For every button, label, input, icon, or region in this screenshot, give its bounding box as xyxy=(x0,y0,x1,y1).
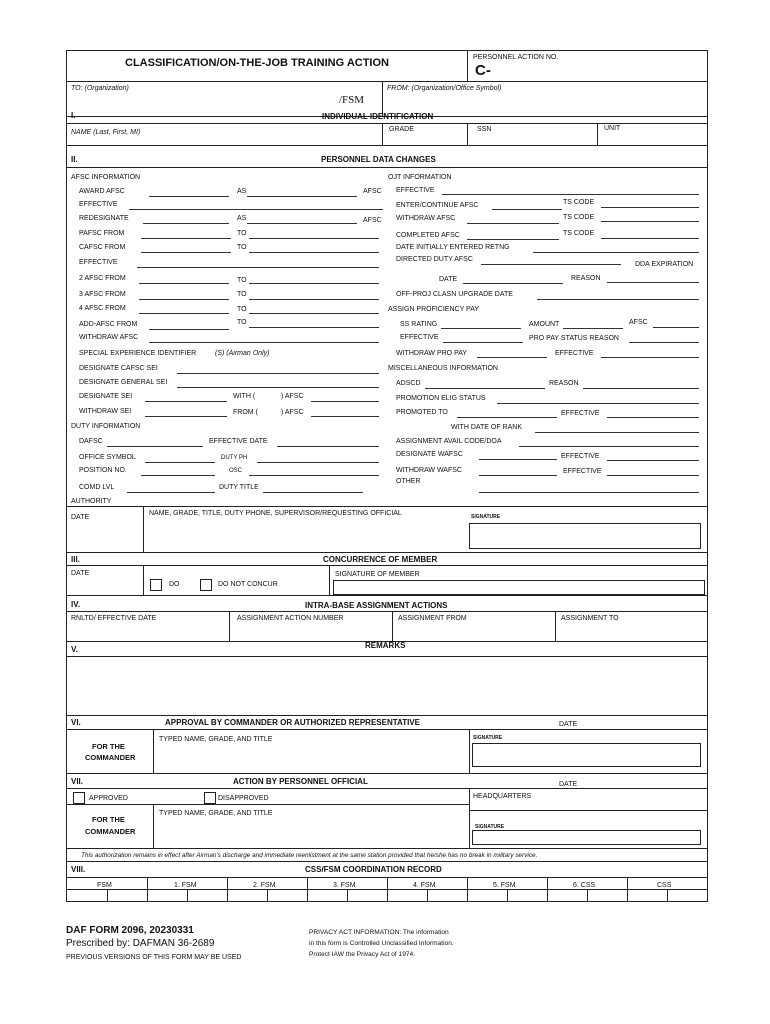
amount-field[interactable] xyxy=(563,328,623,329)
duty-title-field[interactable] xyxy=(263,492,363,493)
designate-general-sei-label: DESIGNATE GENERAL SEI xyxy=(79,379,168,386)
withdraw-pro-pay-label: WITHDRAW PRO PAY xyxy=(396,350,468,357)
designate-sei-with-label: WITH ( xyxy=(233,393,256,400)
assignment-action-number-label[interactable]: ASSIGNMENT ACTION NUMBER xyxy=(237,615,344,622)
section-viii-number: VIII. xyxy=(71,865,86,874)
dafsc-field[interactable] xyxy=(107,446,203,447)
off-proj-label: OFF-PROJ CLASN UPGRADE DATE xyxy=(396,291,513,298)
ts-code-label-1: TS CODE xyxy=(563,199,595,206)
pafsc-from-label: PAFSC FROM xyxy=(79,230,125,237)
amount-afsc-field[interactable] xyxy=(653,327,699,328)
duty-information-label: DUTY INFORMATION xyxy=(71,423,141,430)
personnel-action-label: PERSONNEL ACTION NO. xyxy=(473,54,559,61)
date-of-rank-field[interactable] xyxy=(535,432,699,433)
assignment-avail-field[interactable] xyxy=(519,446,699,447)
enter-continue-afsc-field[interactable] xyxy=(492,209,562,210)
section-iv-number: IV. xyxy=(71,600,81,609)
dda-expiration-label: DDA EXPIRATION xyxy=(635,261,694,268)
afsc3-from-field[interactable] xyxy=(139,299,229,300)
name-label[interactable]: NAME (Last, First, MI) xyxy=(71,129,141,136)
designate-sei-field[interactable] xyxy=(145,401,227,402)
pafsc-to-field[interactable] xyxy=(249,238,379,239)
amount-label: AMOUNT xyxy=(529,321,560,328)
effective-field-2[interactable] xyxy=(137,267,379,268)
redesignate-afsc-suffix: AFSC xyxy=(363,217,382,224)
completed-afsc-field[interactable] xyxy=(467,239,559,240)
cafsc-to-field[interactable] xyxy=(249,252,379,253)
designate-cafsc-sei-label: DESIGNATE CAFSC SEI xyxy=(79,365,158,372)
designate-sei-afsc-field[interactable] xyxy=(311,401,379,402)
designate-wafsc-label: DESIGNATE WAFSC xyxy=(396,451,463,458)
pro-pay-effective-label: EFFECTIVE xyxy=(400,334,439,341)
section-iii-heading: CONCURRENCE OF MEMBER xyxy=(323,555,438,564)
do-concur-checkbox[interactable] xyxy=(150,579,162,591)
assignment-from-label[interactable]: ASSIGNMENT FROM xyxy=(398,615,467,622)
designate-wafsc-field[interactable] xyxy=(479,459,557,460)
approved-checkbox[interactable] xyxy=(73,792,85,804)
afsc2-from-field[interactable] xyxy=(139,283,229,284)
effective-field-1[interactable] xyxy=(129,209,383,210)
previous-versions-note: PREVIOUS VERSIONS OF THIS FORM MAY BE USED xyxy=(66,954,242,961)
pafsc-to-label: TO xyxy=(237,230,247,237)
designate-wafsc-effective-field[interactable] xyxy=(607,460,699,461)
section-vi-heading: APPROVAL BY COMMANDER OR AUTHORIZED REPRESENTATIVE xyxy=(165,718,420,727)
comd-lvl-label: COMD LVL xyxy=(79,484,115,491)
completed-afsc-label: COMPLETED AFSC xyxy=(396,232,460,239)
withdraw-wafsc-field[interactable] xyxy=(479,475,557,476)
designate-sei-label: DESIGNATE SEI xyxy=(79,393,133,400)
withdraw-sei-from-label: FROM ( xyxy=(233,409,258,416)
add-afsc-to-label: TO xyxy=(237,319,247,326)
authority-label: AUTHORITY xyxy=(71,498,112,505)
award-afsc-field[interactable] xyxy=(149,196,229,197)
date-of-rank-label: WITH DATE OF RANK xyxy=(451,424,523,431)
headquarters-label[interactable]: HEADQUARTERS xyxy=(473,793,532,800)
dafsc-effective-date-field[interactable] xyxy=(277,446,379,447)
ts-code-field-3[interactable] xyxy=(601,238,699,239)
afsc2-to-label: TO xyxy=(237,277,247,284)
form-title: CLASSIFICATION/ON-THE-JOB TRAINING ACTION xyxy=(125,57,389,69)
afsc-information-label: AFSC INFORMATION xyxy=(71,174,141,181)
privacy-act-line-2: in this form is Controlled Unclassified Information. xyxy=(309,940,454,947)
withdraw-pro-pay-effective-label: EFFECTIVE xyxy=(555,350,594,357)
adscd-field[interactable] xyxy=(425,388,545,389)
redesignate-label: REDESIGNATE xyxy=(79,215,129,222)
section-iii-number: III. xyxy=(71,555,80,564)
award-afsc-label: AWARD AFSC xyxy=(79,188,125,195)
adscd-label: ADSCD xyxy=(396,380,421,387)
airman-only-label: (S) (Airman Only) xyxy=(215,350,270,357)
dafsc-effective-date-label: EFFECTIVE DATE xyxy=(209,438,268,445)
s3-date-label[interactable]: DATE xyxy=(71,570,90,577)
do-not-concur-label: DO NOT CONCUR xyxy=(218,581,278,588)
s7-commander-label: COMMANDER xyxy=(85,827,136,836)
member-signature-box[interactable] xyxy=(333,580,705,595)
dafsc-label: DAFSC xyxy=(79,438,103,445)
section-i-heading: INDIVIDUAL IDENTIFICATION xyxy=(322,112,434,121)
award-as-label: AS xyxy=(237,188,247,195)
s7-date-label[interactable]: DATE xyxy=(559,781,578,788)
cafsc-from-label: CAFSC FROM xyxy=(79,244,126,251)
withdraw-afsc-ojt-field[interactable] xyxy=(467,223,559,224)
afsc4-from-field[interactable] xyxy=(139,313,229,314)
s7-for-the-label: FOR THE xyxy=(92,815,125,824)
osc-field[interactable] xyxy=(249,475,379,476)
disapproved-label: DISAPPROVED xyxy=(218,795,269,802)
adscd-reason-field[interactable] xyxy=(583,388,699,389)
ts-code-label-2: TS CODE xyxy=(563,214,595,221)
comd-lvl-field[interactable] xyxy=(127,492,215,493)
afsc4-to-label: TO xyxy=(237,306,247,313)
office-symbol-label: OFFICE SYMBOL xyxy=(79,454,136,461)
coord-col-4-fsm: 4. FSM xyxy=(413,882,436,889)
withdraw-pro-pay-effective-field[interactable] xyxy=(601,357,699,358)
s2-signature-label: SIGNATURE xyxy=(471,514,501,520)
adscd-reason-label: REASON xyxy=(549,380,579,387)
grade-label[interactable]: GRADE xyxy=(389,126,414,133)
afsc3-to-label: TO xyxy=(237,291,247,298)
signature-of-member-label: SIGNATURE OF MEMBER xyxy=(335,571,420,578)
redesignate-as-label: AS xyxy=(237,215,247,222)
from-organization-label: FROM: (Organization/Office Symbol) xyxy=(387,85,502,92)
ojt-reason-label: REASON xyxy=(571,275,601,282)
promotion-elig-label: PROMOTION ELIG STATUS xyxy=(396,395,486,402)
ts-code-field-2[interactable] xyxy=(601,221,699,222)
form-number: DAF FORM 2096, 20230331 xyxy=(66,925,194,936)
withdraw-wafsc-effective-field[interactable] xyxy=(607,475,699,476)
amount-afsc-label: AFSC xyxy=(629,319,648,326)
designate-sei-afsc-label: ) AFSC xyxy=(281,393,304,400)
award-afsc-suffix: AFSC xyxy=(363,188,382,195)
withdraw-wafsc-effective-label: EFFECTIVE xyxy=(563,468,602,475)
s7-signature-box[interactable] xyxy=(472,830,701,845)
sei-label: SPECIAL EXPERIENCE IDENTIFIER xyxy=(79,350,197,357)
afsc3-from-label: 3 AFSC FROM xyxy=(79,291,126,298)
s6-date-label[interactable]: DATE xyxy=(559,721,578,728)
do-concur-label: DO xyxy=(169,581,180,588)
pafsc-from-field[interactable] xyxy=(141,238,231,239)
assignment-to-label[interactable]: ASSIGNMENT TO xyxy=(561,615,619,622)
cafsc-to-label: TO xyxy=(237,244,247,251)
directed-duty-afsc-field[interactable] xyxy=(481,264,621,265)
ojt-date-label: DATE xyxy=(439,276,458,283)
section-ii-number: II. xyxy=(71,155,78,164)
designate-general-sei-field[interactable] xyxy=(177,387,379,388)
afsc3-to-field[interactable] xyxy=(249,299,379,300)
position-no-label: POSITION NO. xyxy=(79,467,127,474)
s6-typed-name-label[interactable]: TYPED NAME, GRADE, AND TITLE xyxy=(159,736,273,743)
withdraw-sei-field[interactable] xyxy=(145,416,227,417)
s7-typed-name-label[interactable]: TYPED NAME, GRADE, AND TITLE xyxy=(159,810,273,817)
afsc2-to-field[interactable] xyxy=(249,283,379,284)
ss-rating-field[interactable] xyxy=(441,328,521,329)
do-not-concur-checkbox[interactable] xyxy=(200,579,212,591)
ojt-effective-label: EFFECTIVE xyxy=(396,187,435,194)
section-v-number: V. xyxy=(71,645,78,654)
afsc4-from-label: 4 AFSC FROM xyxy=(79,305,126,312)
withdraw-afsc-label: WITHDRAW AFSC xyxy=(79,334,139,341)
coord-col-6-css: 6. CSS xyxy=(573,882,596,889)
office-symbol-field[interactable] xyxy=(145,462,215,463)
other-field[interactable] xyxy=(479,492,699,493)
ts-code-field-1[interactable] xyxy=(601,207,699,208)
coord-col-3-fsm: 3. FSM xyxy=(333,882,356,889)
ojt-effective-field[interactable] xyxy=(442,194,699,195)
pro-pay-status-reason-field[interactable] xyxy=(629,342,699,343)
add-afsc-from-label: ADD-AFSC FROM xyxy=(79,321,138,328)
directed-duty-afsc-label: DIRECTED DUTY AFSC xyxy=(396,256,473,263)
coord-col-2-fsm: 2. FSM xyxy=(253,882,276,889)
approved-label: APPROVED xyxy=(89,795,128,802)
enter-continue-afsc-label: ENTER/CONTINUE AFSC xyxy=(396,202,479,209)
effective-label-1: EFFECTIVE xyxy=(79,201,118,208)
promoted-to-label: PROMOTED TO xyxy=(396,409,448,416)
date-initially-entered-field[interactable] xyxy=(533,252,699,253)
cafsc-from-field[interactable] xyxy=(141,252,231,253)
effective-label-2: EFFECTIVE xyxy=(79,259,118,266)
promotion-elig-field[interactable] xyxy=(497,403,699,404)
privacy-act-line-1: PRIVACY ACT INFORMATION: The information xyxy=(309,929,449,936)
withdraw-sei-label: WITHDRAW SEI xyxy=(79,408,132,415)
withdraw-pro-pay-field[interactable] xyxy=(477,357,547,358)
designate-wafsc-effective-label: EFFECTIVE xyxy=(561,453,600,460)
section-ii-heading: PERSONNEL DATA CHANGES xyxy=(321,155,436,164)
position-no-field[interactable] xyxy=(141,475,215,476)
section-iv-heading: INTRA-BASE ASSIGNMENT ACTIONS xyxy=(305,601,448,610)
osc-label: OSC xyxy=(229,468,243,474)
misc-information-label: MISCELLANEOUS INFORMATION xyxy=(388,365,498,372)
off-proj-field[interactable] xyxy=(537,299,699,300)
classification-ojt-form xyxy=(66,50,708,902)
withdraw-sei-afsc-label: ) AFSC xyxy=(281,409,304,416)
section-vii-number: VII. xyxy=(71,777,84,786)
to-organization-label: TO: (Organization) xyxy=(71,85,129,92)
coord-col-1-fsm: 1. FSM xyxy=(174,882,197,889)
duty-ph-field[interactable] xyxy=(257,462,379,463)
section-vii-heading: ACTION BY PERSONNEL OFFICIAL xyxy=(233,777,368,786)
add-afsc-from-field[interactable] xyxy=(149,329,229,330)
s6-commander-label: COMMANDER xyxy=(85,753,136,762)
redesignate-field[interactable] xyxy=(143,223,229,224)
duty-title-label: DUTY TITLE xyxy=(219,484,259,491)
withdraw-afsc-field[interactable] xyxy=(149,342,379,343)
promoted-to-field[interactable] xyxy=(457,417,557,418)
section-viii-heading: CSS/FSM COORDINATION RECORD xyxy=(305,865,442,874)
prescribed-by: Prescribed by: DAFMAN 36-2689 xyxy=(66,938,215,949)
s7-signature-label: SIGNATURE xyxy=(475,824,505,830)
pro-pay-effective-field[interactable] xyxy=(443,342,523,343)
coordination-initials-row[interactable] xyxy=(67,890,707,901)
afsc2-from-label: 2 AFSC FROM xyxy=(79,275,126,282)
promoted-effective-field[interactable] xyxy=(607,417,699,418)
authorization-note: This authorization remains in effect after Airman's discharge and immediate reenlistment at the same station provided that he/she has no break in military service. xyxy=(81,852,538,859)
award-as-field[interactable] xyxy=(247,196,357,197)
promoted-effective-label: EFFECTIVE xyxy=(561,410,600,417)
rnltd-effective-date-label[interactable]: RNLTD/ EFFECTIVE DATE xyxy=(71,615,157,622)
coord-col-fsm: FSM xyxy=(97,882,112,889)
ss-rating-label: SS RATING xyxy=(400,321,438,328)
disapproved-checkbox[interactable] xyxy=(204,792,216,804)
unit-label[interactable]: UNIT xyxy=(604,125,621,132)
ojt-date-field[interactable] xyxy=(463,283,563,284)
s6-signature-label: SIGNATURE xyxy=(473,735,503,741)
s6-for-the-label: FOR THE xyxy=(92,742,125,751)
withdraw-wafsc-label: WITHDRAW WAFSC xyxy=(396,467,462,474)
requesting-official-label[interactable]: NAME, GRADE, TITLE, DUTY PHONE, SUPERVISOR/REQUESTING OFFICIAL xyxy=(149,510,402,517)
s6-signature-box[interactable] xyxy=(472,743,701,767)
coord-col-5-fsm: 5. FSM xyxy=(493,882,516,889)
ts-code-label-3: TS CODE xyxy=(563,230,595,237)
other-label: OTHER xyxy=(396,478,421,485)
personnel-action-no-field[interactable]: C- xyxy=(475,62,491,79)
fsm-value: /FSM xyxy=(339,94,365,106)
afsc4-to-field[interactable] xyxy=(249,313,379,314)
s2-signature-box[interactable] xyxy=(469,523,701,549)
redesignate-as-field[interactable] xyxy=(247,223,357,224)
pro-pay-status-reason-label: PRO PAY STATUS REASON xyxy=(529,335,619,342)
ssn-label[interactable]: SSN xyxy=(477,126,492,133)
designate-cafsc-sei-field[interactable] xyxy=(177,373,379,374)
remarks-area[interactable] xyxy=(67,657,707,715)
ojt-information-label: OJT INFORMATION xyxy=(388,174,452,181)
withdraw-sei-afsc-field[interactable] xyxy=(311,416,379,417)
date-initially-entered-label: DATE INITIALLY ENTERED RETNG xyxy=(396,244,510,251)
duty-ph-label: DUTY PH xyxy=(221,455,248,461)
assignment-avail-label: ASSIGNMENT AVAIL CODE/DOA xyxy=(396,438,502,445)
assign-proficiency-pay-label: ASSIGN PROFICIENCY PAY xyxy=(388,306,480,313)
coord-col-css: CSS xyxy=(657,882,672,889)
section-i-number: I. xyxy=(71,111,76,120)
section-vi-number: VI. xyxy=(71,718,81,727)
section-v-heading: REMARKS xyxy=(365,641,406,650)
add-afsc-to-field[interactable] xyxy=(249,327,379,328)
s2-date-label: DATE xyxy=(71,514,90,521)
withdraw-afsc-ojt-label: WITHDRAW AFSC xyxy=(396,215,456,222)
ojt-reason-field[interactable] xyxy=(607,282,699,283)
privacy-act-line-3: Protect IAW the Privacy Act of 1974. xyxy=(309,951,416,958)
